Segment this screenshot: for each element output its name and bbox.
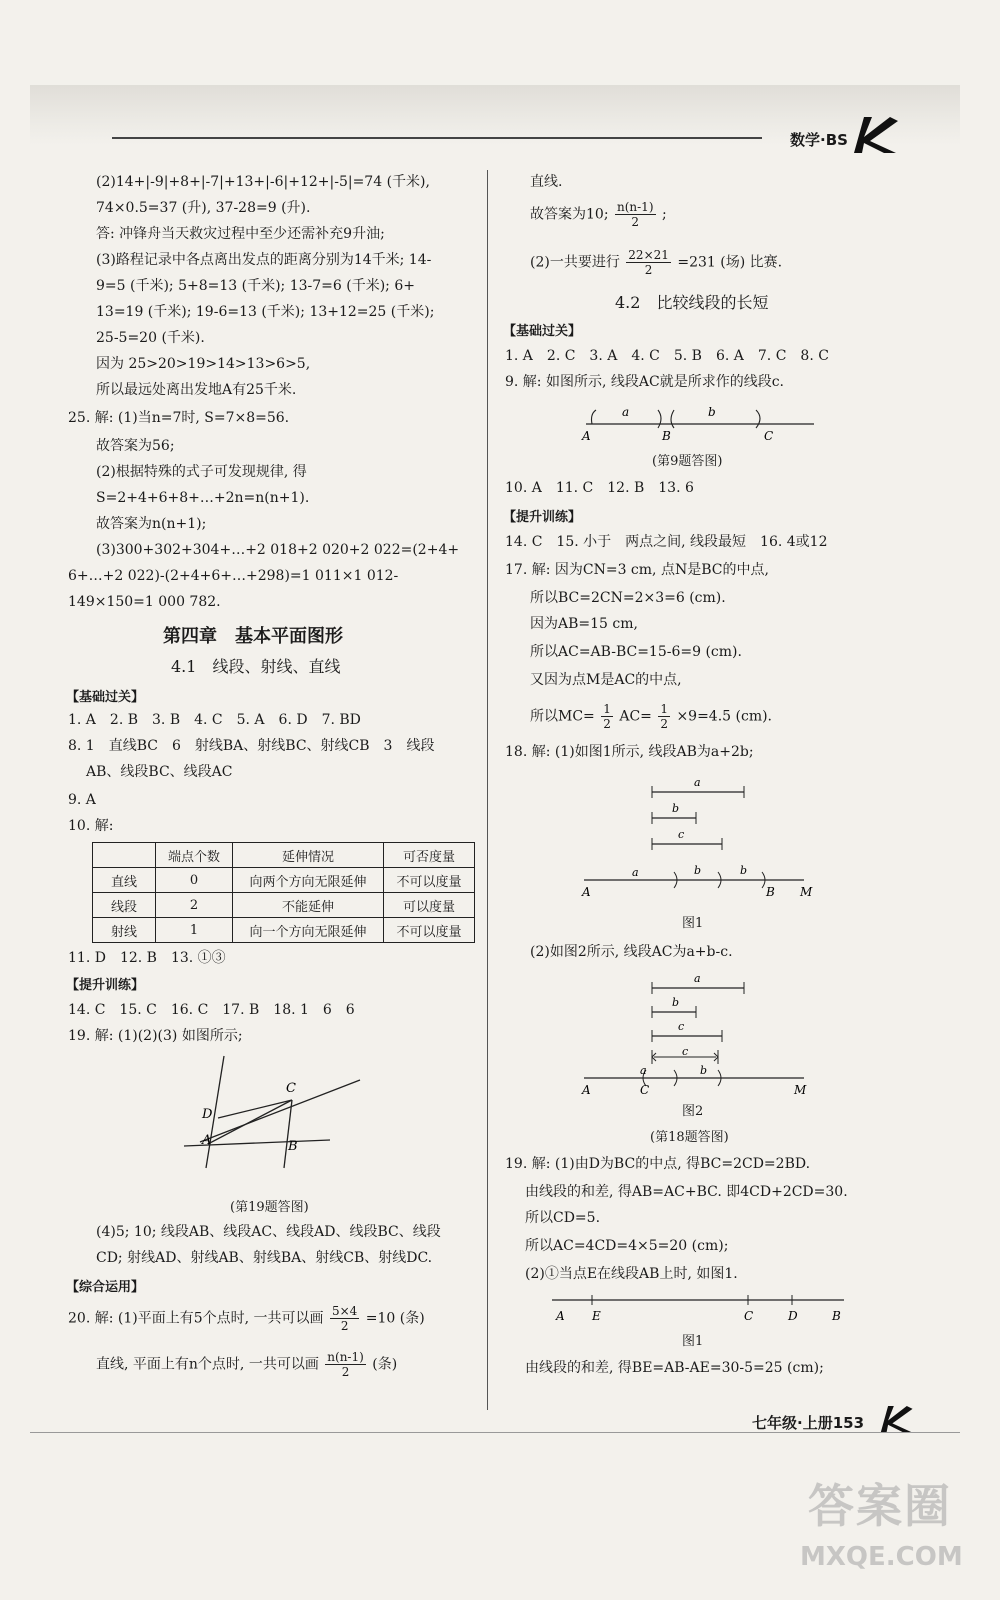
fraction-numerator: 1 [603,702,611,716]
length-label: a [640,1064,647,1077]
brand-logo-icon [878,1404,914,1434]
length-label: c [682,1045,689,1058]
table-cell: 2 [156,893,233,918]
fraction [601,702,613,731]
text-line: 所以AC=4CD=4×5=20 (cm); [525,1238,729,1254]
fraction-denominator: 2 [660,717,668,731]
length-label: b [740,864,748,877]
text-line: 17. 解: 因为CN=3 cm, 点N是BC的中点, [505,562,769,578]
figure-18-2 [578,966,818,1096]
text-segment: ×9=4.5 (cm). [676,708,773,725]
text-line: 所以最远处离出发地A有25千米. [96,382,297,398]
length-label: a [694,776,701,789]
page-footer: 七年级·上册153 [752,1414,865,1432]
header-rule [112,137,762,139]
text-line: AB、线段BC、线段AC [86,764,233,780]
figure-19-right [548,1290,848,1324]
fraction-numerator: 22×21 [628,248,669,262]
text-segment: 故答案为10; [530,206,609,223]
point-label: C [764,429,774,443]
section-label: 【基础过关】 [66,690,145,705]
table-cell: 可以度量 [384,893,475,918]
text-line: 13=19 (千米); 19-6=13 (千米); 13+12=25 (千米); [96,304,435,320]
table-cell: 不能延伸 [233,893,384,918]
table-cell: 0 [156,868,233,893]
point-label: B [662,429,671,443]
fraction [330,1304,359,1333]
figure-19 [180,1050,370,1170]
section-label: 【提升训练】 [503,510,582,525]
text-line: 18. 解: (1)如图1所示, 线段AB为a+2b; [505,744,754,760]
length-label: a [632,866,639,879]
watermark [800,1470,980,1590]
fraction [325,1350,366,1379]
point-label: C [744,1309,754,1323]
text-line: 149×150=1 000 782. [68,594,221,610]
table-header: 延伸情况 [233,843,384,868]
segment-dc [218,1100,292,1118]
length-label: c [678,1020,685,1033]
table-cell: 射线 [93,918,156,943]
text-line: CD; 射线AD、射线AB、射线BA、射线CB、射线DC. [96,1250,433,1266]
text-line: 14. C 15. 小于 两点之间, 线段最短 16. 4或12 [505,534,828,550]
section-label: 【提升训练】 [66,978,145,993]
length-label: b [700,1064,708,1077]
fraction-denominator: 2 [341,1365,350,1379]
text-segment: (2)一共要进行 [530,254,620,271]
length-label: a [694,972,701,985]
figure-caption: 图1 [682,916,704,931]
point-label: B [832,1309,841,1323]
table-cell: 1 [156,918,233,943]
footer-rule [30,1432,960,1433]
text-line: 25. 解: (1)当n=7时, S=7×8=56. [68,410,290,426]
text-line: (2)14+|-9|+8+|-7|+13+|-6|+12+|-5|=74 (千米), [96,174,430,190]
text-line: 因为 25>20>19>14>13>6>5, [96,356,311,372]
text-line: (3)300+302+304+…+2 018+2 020+2 022=(2+4+ [96,542,460,558]
text-line: 10. 解: [68,818,114,834]
text-line: 25-5=20 (千米). [96,330,205,346]
length-label: a [622,405,630,419]
text-segment: AC= [619,708,652,725]
text-line: 74×0.5=37 (升), 37-28=9 (升). [96,200,311,216]
comparison-table [92,842,475,943]
figure-caption: (第19题答图) [230,1200,309,1215]
length-label: b [672,996,680,1009]
text-line: 由线段的和差, 得BE=AB-AE=30-5=25 (cm); [525,1360,824,1376]
text-segment: 20. 解: (1)平面上有5个点时, 一共可以画 [68,1310,324,1327]
text-line: 9. 解: 如图所示, 线段AC就是所求作的线段c. [505,374,784,390]
point-label: B [766,885,775,899]
table-cell: 不可以度量 [384,868,475,893]
fraction-denominator: 2 [340,1319,349,1333]
text-line: 又因为点M是AC的中点, [530,672,682,688]
point-label: D [788,1309,798,1323]
text-line: (2)如图2所示, 线段AC为a+b-c. [530,944,733,960]
point-label: A [556,1309,565,1323]
length-label: b [708,405,716,419]
text-line [530,248,782,277]
text-line: 由线段的和差, 得AB=AC+BC. 即4CD+2CD=30. [525,1184,848,1200]
point-label: A [582,1083,591,1096]
table-row [93,868,475,893]
text-line: 10. A 11. C 12. B 13. 6 [505,480,694,496]
length-label: b [672,802,680,815]
point-label: M [800,885,813,899]
text-line: 8. 1 直线BC 6 射线BA、射线BC、射线CB 3 线段 [68,738,435,754]
text-line: 所以AC=AB-BC=15-6=9 (cm). [530,644,742,660]
text-line: 故答案为n(n+1); [96,516,207,532]
text-segment: 所以MC= [530,708,595,725]
length-label: b [694,864,702,877]
text-line: (3)路程记录中各点离出发点的距离分别为14千米; 14- [96,252,432,268]
figure-caption: (第9题答图) [652,454,723,469]
table-header [93,843,156,868]
point-label: A [582,429,591,443]
section-title: 4.2 比较线段的长短 [615,293,769,312]
fraction-numerator: n(n-1) [327,1350,364,1364]
brand-logo-icon [850,115,900,155]
text-line: 9. A [68,792,96,808]
point-label-c: C [286,1081,296,1096]
length-label: c [678,828,685,841]
text-line: 所以BC=2CN=2×3=6 (cm). [530,590,726,606]
chapter-title: 第四章 基本平面图形 [163,626,343,647]
text-segment: =231 (场) 比赛. [677,254,783,271]
table-cell: 向两个方向无限延伸 [233,868,384,893]
figure-caption: (第18题答图) [650,1130,729,1145]
column-divider [487,170,488,1410]
point-label-d: D [202,1107,213,1122]
text-line: 6+…+2 022)-(2+4+6+…+298)=1 011×1 012- [68,568,399,584]
arc-mark [756,410,760,428]
point-label: E [592,1309,601,1323]
fraction-denominator: 2 [603,717,611,731]
watermark-url: MXQE.COM [800,1542,963,1572]
text-line: S=2+4+6+8+…+2n=n(n+1). [96,490,310,506]
text-line: 1. A 2. B 3. B 4. C 5. A 6. D 7. BD [68,712,361,728]
text-line: 直线. [530,174,563,190]
text-line: 11. D 12. B 13. ①③ [68,950,226,966]
text-line [530,200,667,229]
watermark-text: 答案圈 [808,1479,952,1533]
table-header: 端点个数 [156,843,233,868]
fraction-numerator: 5×4 [331,1304,358,1318]
point-label: M [794,1083,807,1096]
text-line [530,702,772,731]
fraction [658,702,670,731]
fraction-numerator: n(n-1) [616,200,654,214]
table-cell: 不可以度量 [384,918,475,943]
fraction-numerator: 1 [660,702,668,716]
text-line: 19. 解: (1)由D为BC的中点, 得BC=2CD=2BD. [505,1156,811,1172]
table-header-row [93,843,475,868]
text-line: 因为AB=15 cm, [530,616,638,632]
table-cell: 向一个方向无限延伸 [233,918,384,943]
text-segment: ; [661,206,667,223]
text-line: 1. A 2. C 3. A 4. C 5. B 6. A 7. C 8. C [505,348,829,364]
table-cell: 线段 [93,893,156,918]
arc-mark [592,410,597,424]
point-label-a: A [202,1133,212,1148]
table-header: 可否度量 [384,843,475,868]
figure-9 [578,398,818,444]
point-label: A [582,885,591,899]
text-segment: =10 (条) [365,1310,425,1327]
figure-caption: 图2 [682,1104,704,1119]
text-line [68,1304,425,1333]
point-label-b: B [288,1139,298,1154]
table-row [93,893,475,918]
text-line: 19. 解: (1)(2)(3) 如图所示; [68,1028,243,1044]
text-line: 所以CD=5. [525,1210,601,1226]
section-label: 【综合运用】 [66,1280,145,1295]
section-title: 4.1 线段、射线、直线 [171,657,341,676]
fraction [626,248,671,277]
text-segment: 直线, 平面上有n个点时, 一共可以画 [96,1356,319,1373]
text-line: 答: 冲锋舟当天救灾过程中至少还需补充9升油; [96,226,385,242]
segment-ac [208,1100,292,1144]
arc-mark [671,410,674,428]
ray-ac [200,1080,360,1142]
table-cell: 直线 [93,868,156,893]
text-line [96,1350,397,1379]
point-label: C [640,1083,650,1096]
arc-mark [658,410,661,428]
header-subject: 数学·BS [790,131,848,149]
table-row [93,918,475,943]
fraction-denominator: 2 [631,215,640,229]
text-line: 故答案为56; [96,438,175,454]
text-line: (2)根据特殊的式子可发现规律, 得 [96,464,307,480]
line-bc [284,1100,292,1168]
section-label: 【基础过关】 [503,324,582,339]
figure-caption: 图1 [682,1334,704,1349]
text-line: (2)①当点E在线段AB上时, 如图1. [525,1266,738,1282]
text-segment: (条) [372,1356,398,1373]
figure-18-1 [578,766,818,906]
text-line: 9=5 (千米); 5+8=13 (千米); 13-7=6 (千米); 6+ [96,278,415,294]
fraction [615,200,656,229]
fraction-denominator: 2 [644,263,653,277]
text-line: (4)5; 10; 线段AB、线段AC、线段AD、线段BC、线段 [96,1224,441,1240]
text-line: 14. C 15. C 16. C 17. B 18. 1 6 6 [68,1002,355,1018]
